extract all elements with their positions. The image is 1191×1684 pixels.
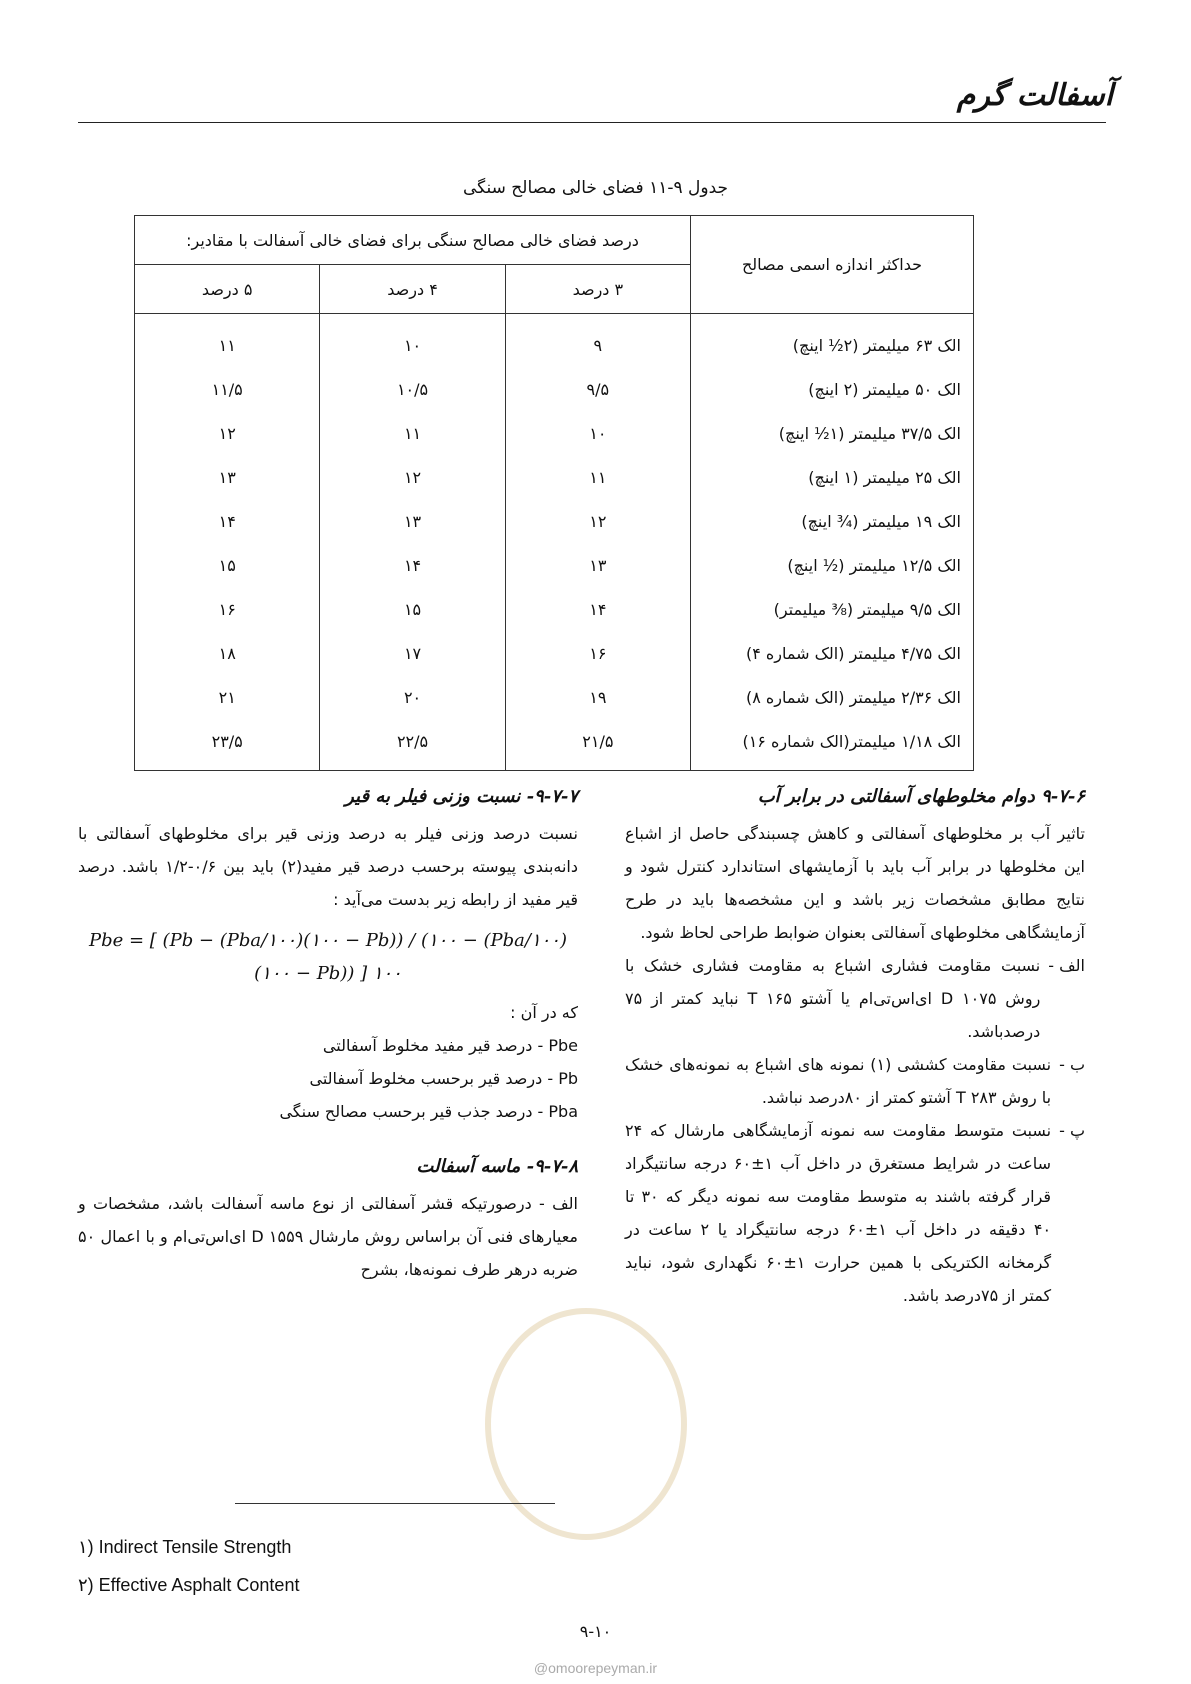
value-cell: ۹ bbox=[505, 314, 690, 368]
sieve-cell: الک ۱۹ میلیمتر (¾ اینچ) bbox=[691, 499, 974, 543]
value-cell: ۱۰/۵ bbox=[320, 367, 505, 411]
publisher-seal bbox=[485, 1308, 687, 1540]
footnote-rule bbox=[235, 1503, 555, 1504]
section-6-intro: تاثیر آب بر مخلوطهای آسفالتی و کاهش چسبندگی حاصل از اشباع این مخلوطها در برابر آب باید با آزمایشهای استاندارد کنترل شود و نتایج مطابق مشخصات زیر باشد و این مشخصه‌ها باید در طرح آزمایشگاهی مخلوطهای آسفالتی بعنوان ضوابط طراحی لحاظ شود. bbox=[625, 824, 1085, 942]
sieve-cell: الک ۲۵ میلیمتر (۱ اینچ) bbox=[691, 455, 974, 499]
value-cell: ۱۶ bbox=[135, 587, 320, 631]
section-7-para: نسبت درصد وزنی فیلر به درصد وزنی قیر برای مخلوطهای آسفالتی با دانه‌بندی پیوسته برحسب درصد قیر مفید(۲) باید بین ۰/۶-۱/۲ باشد. درصد قیر مفید از رابطه زیر بدست می‌آید : bbox=[78, 824, 579, 909]
section-7-title: ۹-۷-۷- نسبت وزنی فیلر به قیر bbox=[345, 786, 578, 807]
item-b-label: ب - bbox=[1059, 1055, 1085, 1074]
sieve-cell: الک ۴/۷۵ میلیمتر (الک شماره ۴) bbox=[691, 631, 974, 675]
table-row bbox=[135, 367, 974, 411]
item-a-label: الف - bbox=[1048, 956, 1085, 975]
header-rule bbox=[78, 122, 1106, 123]
value-cell: ۱۰ bbox=[320, 314, 505, 368]
item-c-label: پ - bbox=[1059, 1121, 1085, 1140]
value-cell: ۱۴ bbox=[135, 499, 320, 543]
value-cell: ۲۳/۵ bbox=[135, 719, 320, 771]
table-row bbox=[135, 499, 974, 543]
item-a-text: نسبت مقاومت فشاری اشباع به مقاومت فشاری خشک با روش D ۱۰۷۵ ای‌اس‌تی‌ام یا آشتو T ۱۶۵ نباید کمتر از ۷۵ درصدباشد. bbox=[625, 956, 1041, 1041]
value-cell: ۲۰ bbox=[320, 675, 505, 719]
table-row bbox=[135, 675, 974, 719]
section-8-title: ۹-۷-۸- ماسه آسفالت bbox=[416, 1156, 578, 1177]
value-cell: ۱۱ bbox=[505, 455, 690, 499]
footnote-2: ۲) Effective Asphalt Content bbox=[78, 1575, 300, 1595]
table-row bbox=[135, 631, 974, 675]
head-3pct: ۳ درصد bbox=[505, 265, 690, 314]
table-row bbox=[135, 455, 974, 499]
left-column bbox=[78, 780, 578, 1286]
table-caption: جدول ۹-۱۱ فضای خالی مصالح سنگی bbox=[462, 178, 729, 198]
value-cell: ۱۰ bbox=[505, 411, 690, 455]
value-cell: ۱۵ bbox=[135, 543, 320, 587]
sieve-cell: الک ۳۷/۵ میلیمتر (۱½ اینچ) bbox=[691, 411, 974, 455]
value-cell: ۱۷ bbox=[320, 631, 505, 675]
table-row bbox=[135, 314, 974, 368]
value-cell: ۱۲ bbox=[505, 499, 690, 543]
value-cell: ۱۹ bbox=[505, 675, 690, 719]
section-8-para: الف - درصورتیکه قشر آسفالتی از نوع ماسه آسفالت باشد، مشخصات و معیارهای فنی آن براساس روش مارشال D ۱۵۵۹ ای‌اس‌تی‌ام و با اعمال ۵۰ ضربه درهر طرف نمونه‌ها، بشرح bbox=[78, 1194, 579, 1279]
sieve-cell: الک ۶۳ میلیمتر (۲½ اینچ) bbox=[691, 314, 974, 368]
value-cell: ۱۱/۵ bbox=[135, 367, 320, 411]
item-b-text: نسبت مقاومت کششی (۱) نمونه های اشباع به نمونه‌های خشک با روش T ۲۸۳ آشتو کمتر از ۸۰درصد نباشد. bbox=[625, 1055, 1052, 1107]
value-cell: ۱۸ bbox=[135, 631, 320, 675]
value-cell: ۲۱ bbox=[135, 675, 320, 719]
value-cell: ۱۵ bbox=[320, 587, 505, 631]
sieve-cell: الک ۲/۳۶ میلیمتر (الک شماره ۸) bbox=[691, 675, 974, 719]
value-cell: ۲۲/۵ bbox=[320, 719, 505, 771]
sieve-cell: الک ۹/۵ میلیمتر (⅜ میلیمتر) bbox=[691, 587, 974, 631]
value-cell: ۱۲ bbox=[135, 411, 320, 455]
value-cell: ۱۳ bbox=[320, 499, 505, 543]
table-row bbox=[135, 543, 974, 587]
item-a bbox=[625, 949, 1085, 1048]
value-cell: ۱۴ bbox=[505, 587, 690, 631]
sieve-cell: الک ۱/۱۸ میلیمتر(الک شماره ۱۶) bbox=[691, 719, 974, 771]
value-cell: ۲۱/۵ bbox=[505, 719, 690, 771]
value-cell: ۹/۵ bbox=[505, 367, 690, 411]
def-pbe: Pbe - درصد قیر مفید مخلوط آسفالتی bbox=[322, 1036, 578, 1055]
void-table bbox=[134, 215, 974, 771]
head-sieve: حداکثر اندازه اسمی مصالح bbox=[691, 216, 974, 314]
def-pba: Pba - درصد جذب قیر برحسب مصالح سنگی bbox=[279, 1102, 578, 1121]
effective-asphalt-formula: Pbe = [ (Pb − (Pba/۱۰۰)(۱۰۰ − Pb)) / (۱۰۰ − (Pba/۱۰۰)(۱۰۰ − Pb)) ] ۱۰۰ bbox=[89, 930, 567, 984]
footnote-1: ۱) Indirect Tensile Strength bbox=[78, 1537, 292, 1557]
watermark-url: @omoorepeyman.ir bbox=[533, 1660, 658, 1676]
value-cell: ۱۱ bbox=[320, 411, 505, 455]
table-row bbox=[135, 719, 974, 771]
table-row bbox=[135, 411, 974, 455]
right-column bbox=[625, 780, 1085, 1312]
def-pb: Pb - درصد قیر برحسب مخلوط آسفالتی bbox=[309, 1069, 578, 1088]
head-5pct: ۵ درصد bbox=[135, 265, 320, 314]
value-cell: ۱۶ bbox=[505, 631, 690, 675]
item-c-text: نسبت متوسط مقاومت سه نمونه آزمایشگاهی مارشال که ۲۴ ساعت در شرایط مستغرق در داخل آب ۱±۶۰ درجه سانتیگراد قرار گرفته باشند به متوسط مقاومت سه نمونه دیگر که ۳۰ تا ۴۰ دقیقه در داخل آب ۱±۶۰ درجه سانتیگراد یا ۲ ساعت در گرمخانه الکتریکی با همین حرارت ۱±۶۰ نگهداری شود، نباید کمتر از ۷۵درصد باشد. bbox=[625, 1121, 1052, 1305]
item-c bbox=[625, 1114, 1085, 1312]
value-cell: ۱۱ bbox=[135, 314, 320, 368]
footnotes bbox=[78, 1528, 578, 1604]
definitions bbox=[78, 1029, 578, 1128]
table-body bbox=[135, 314, 974, 771]
value-cell: ۱۳ bbox=[135, 455, 320, 499]
table-row bbox=[135, 587, 974, 631]
head-4pct: ۴ درصد bbox=[320, 265, 505, 314]
sieve-cell: الک ۱۲/۵ میلیمتر (½ اینچ) bbox=[691, 543, 974, 587]
page-header-title: آسفالت گرم bbox=[956, 78, 1113, 113]
item-b bbox=[625, 1048, 1085, 1114]
page-number: ۹-۱۰ bbox=[579, 1622, 612, 1641]
sieve-cell: الک ۵۰ میلیمتر (۲ اینچ) bbox=[691, 367, 974, 411]
value-cell: ۱۴ bbox=[320, 543, 505, 587]
where-label: که در آن : bbox=[510, 1003, 578, 1022]
head-group: درصد فضای خالی مصالح سنگی برای فضای خالی آسفالت با مقادیر: bbox=[135, 216, 691, 265]
section-6-title: ۹-۷-۶ دوام مخلوطهای آسفالتی در برابر آب bbox=[757, 786, 1085, 807]
value-cell: ۱۳ bbox=[505, 543, 690, 587]
value-cell: ۱۲ bbox=[320, 455, 505, 499]
